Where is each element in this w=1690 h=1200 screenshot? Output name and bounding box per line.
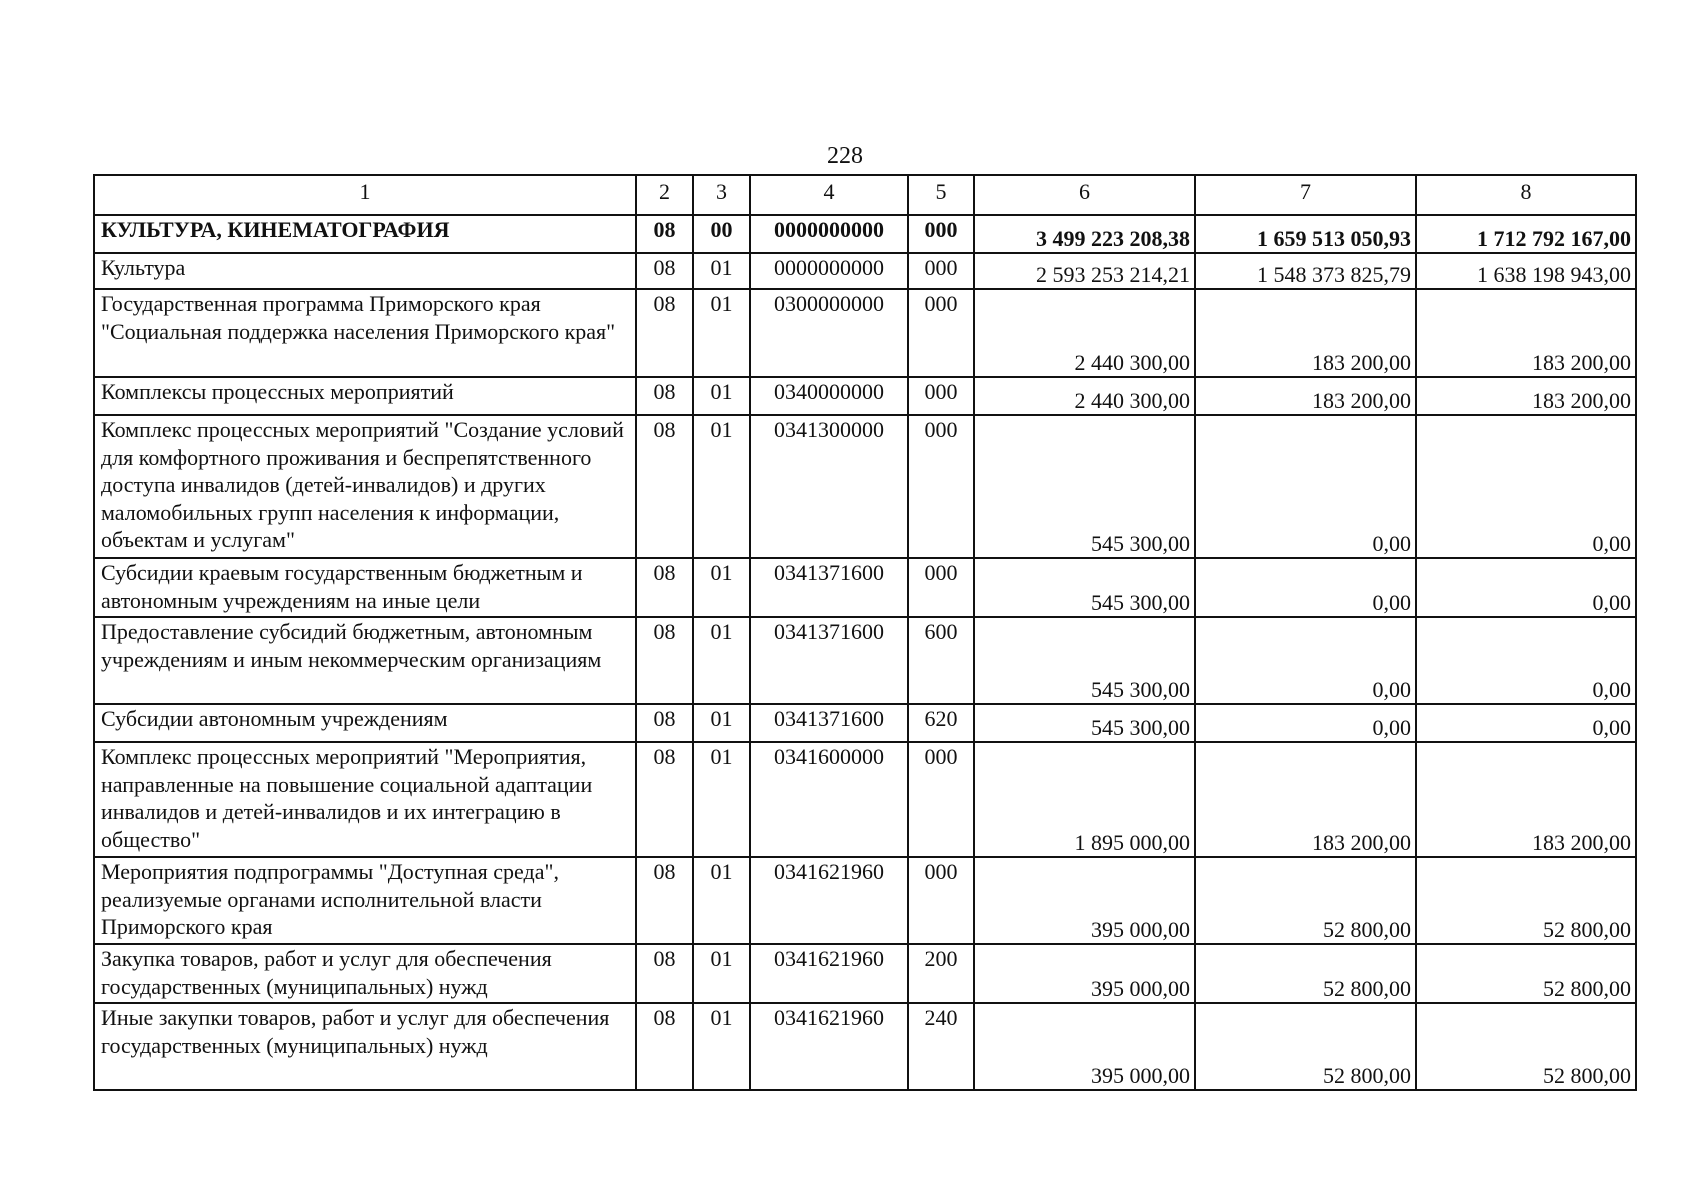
section-code: 08: [636, 558, 693, 617]
section-code: 08: [636, 415, 693, 558]
amount-col-6: 2 440 300,00: [974, 377, 1195, 415]
amount-col-8: 52 800,00: [1416, 944, 1636, 1003]
amount-col-8: 52 800,00: [1416, 857, 1636, 944]
amount-col-7: 183 200,00: [1195, 377, 1416, 415]
section-code: 08: [636, 742, 693, 857]
amount-col-7: 183 200,00: [1195, 289, 1416, 377]
table-row: [94, 289, 1636, 377]
row-name: Закупка товаров, работ и услуг для обеспечения государственных (муниципальных) нужд: [94, 944, 636, 1003]
row-name: Комплексы процессных мероприятий: [94, 377, 636, 415]
amount-col-8: 183 200,00: [1416, 742, 1636, 857]
target-article-code: 0341300000: [750, 415, 908, 558]
table-row: [94, 617, 1636, 704]
table-row: [94, 415, 1636, 558]
amount-col-8: 1 638 198 943,00: [1416, 253, 1636, 289]
expense-type-code: 600: [908, 617, 974, 704]
amount-col-8: 0,00: [1416, 558, 1636, 617]
subsection-code: 01: [693, 857, 750, 944]
page-number: 228: [827, 143, 863, 169]
amount-col-8: 0,00: [1416, 617, 1636, 704]
row-name: Государственная программа Приморского края "Социальная поддержка населения Приморского края": [94, 289, 636, 377]
row-name: Иные закупки товаров, работ и услуг для обеспечения государственных (муниципальных) нужд: [94, 1003, 636, 1090]
amount-col-8: 183 200,00: [1416, 289, 1636, 377]
target-article-code: 0000000000: [750, 215, 908, 253]
row-name: Субсидии краевым государственным бюджетным и автономным учреждениям на иные цели: [94, 558, 636, 617]
expense-type-code: 000: [908, 558, 974, 617]
target-article-code: 0341621960: [750, 944, 908, 1003]
expense-type-code: 240: [908, 1003, 974, 1090]
expense-type-code: 000: [908, 215, 974, 253]
section-code: 08: [636, 377, 693, 415]
amount-col-8: 183 200,00: [1416, 377, 1636, 415]
subsection-code: 01: [693, 253, 750, 289]
column-header: 6: [974, 175, 1195, 215]
subsection-code: 01: [693, 289, 750, 377]
target-article-code: 0341621960: [750, 857, 908, 944]
expense-type-code: 000: [908, 857, 974, 944]
section-code: 08: [636, 857, 693, 944]
target-article-code: 0340000000: [750, 377, 908, 415]
amount-col-6: 395 000,00: [974, 1003, 1195, 1090]
amount-col-7: 52 800,00: [1195, 857, 1416, 944]
table-row: [94, 704, 1636, 742]
amount-col-8: 52 800,00: [1416, 1003, 1636, 1090]
target-article-code: 0341371600: [750, 558, 908, 617]
amount-col-6: 395 000,00: [974, 944, 1195, 1003]
expense-type-code: 000: [908, 253, 974, 289]
amount-col-7: 0,00: [1195, 415, 1416, 558]
table-row: [94, 377, 1636, 415]
column-header: 5: [908, 175, 974, 215]
section-code: 08: [636, 704, 693, 742]
target-article-code: 0341371600: [750, 704, 908, 742]
column-header: 2: [636, 175, 693, 215]
expense-type-code: 000: [908, 377, 974, 415]
column-header: 4: [750, 175, 908, 215]
target-article-code: 0000000000: [750, 253, 908, 289]
row-name: Комплекс процессных мероприятий "Мероприятия, направленные на повышение социальной адаптации инвалидов и детей-инвалидов и их интеграцию в общество": [94, 742, 636, 857]
table-row: [94, 944, 1636, 1003]
amount-col-7: 0,00: [1195, 617, 1416, 704]
amount-col-8: 1 712 792 167,00: [1416, 215, 1636, 253]
table-row: [94, 857, 1636, 944]
table-header-row: [94, 175, 1636, 215]
amount-col-7: 183 200,00: [1195, 742, 1416, 857]
expense-type-code: 620: [908, 704, 974, 742]
row-name: Предоставление субсидий бюджетным, автономным учреждениям и иным некоммерческим организациям: [94, 617, 636, 704]
subsection-code: 01: [693, 742, 750, 857]
amount-col-7: 0,00: [1195, 704, 1416, 742]
expense-type-code: 000: [908, 742, 974, 857]
table-row: [94, 742, 1636, 857]
amount-col-8: 0,00: [1416, 415, 1636, 558]
row-name: КУЛЬТУРА, КИНЕМАТОГРАФИЯ: [94, 215, 636, 253]
amount-col-6: 3 499 223 208,38: [974, 215, 1195, 253]
table-row: [94, 253, 1636, 289]
column-header: 3: [693, 175, 750, 215]
section-code: 08: [636, 289, 693, 377]
expense-type-code: 000: [908, 415, 974, 558]
amount-col-6: 395 000,00: [974, 857, 1195, 944]
amount-col-6: 545 300,00: [974, 617, 1195, 704]
section-code: 08: [636, 1003, 693, 1090]
amount-col-7: 0,00: [1195, 558, 1416, 617]
expense-type-code: 200: [908, 944, 974, 1003]
section-code: 08: [636, 215, 693, 253]
row-name: Комплекс процессных мероприятий "Создание условий для комфортного проживания и беспрепятственного доступа инвалидов (детей-инвалидов) и других маломобильных групп населения к информации, объектам и услугам": [94, 415, 636, 558]
section-code: 08: [636, 944, 693, 1003]
amount-col-8: 0,00: [1416, 704, 1636, 742]
amount-col-6: 545 300,00: [974, 704, 1195, 742]
amount-col-7: 1 548 373 825,79: [1195, 253, 1416, 289]
row-name: Культура: [94, 253, 636, 289]
subsection-code: 01: [693, 944, 750, 1003]
amount-col-7: 52 800,00: [1195, 1003, 1416, 1090]
subsection-code: 01: [693, 558, 750, 617]
column-header: 8: [1416, 175, 1636, 215]
row-name: Субсидии автономным учреждениям: [94, 704, 636, 742]
column-header: 7: [1195, 175, 1416, 215]
target-article-code: 0341600000: [750, 742, 908, 857]
subsection-code: 01: [693, 415, 750, 558]
table-row: [94, 215, 1636, 253]
amount-col-6: 2 440 300,00: [974, 289, 1195, 377]
target-article-code: 0341621960: [750, 1003, 908, 1090]
table-row: [94, 1003, 1636, 1090]
section-code: 08: [636, 617, 693, 704]
subsection-code: 01: [693, 704, 750, 742]
target-article-code: 0341371600: [750, 617, 908, 704]
amount-col-6: 545 300,00: [974, 558, 1195, 617]
column-header: 1: [94, 175, 636, 215]
section-code: 08: [636, 253, 693, 289]
budget-table: [93, 174, 1637, 1091]
amount-col-6: 545 300,00: [974, 415, 1195, 558]
expense-type-code: 000: [908, 289, 974, 377]
subsection-code: 01: [693, 617, 750, 704]
subsection-code: 00: [693, 215, 750, 253]
amount-col-7: 52 800,00: [1195, 944, 1416, 1003]
amount-col-7: 1 659 513 050,93: [1195, 215, 1416, 253]
amount-col-6: 2 593 253 214,21: [974, 253, 1195, 289]
row-name: Мероприятия подпрограммы "Доступная среда", реализуемые органами исполнительной власти Приморского края: [94, 857, 636, 944]
subsection-code: 01: [693, 377, 750, 415]
subsection-code: 01: [693, 1003, 750, 1090]
amount-col-6: 1 895 000,00: [974, 742, 1195, 857]
table-row: [94, 558, 1636, 617]
target-article-code: 0300000000: [750, 289, 908, 377]
